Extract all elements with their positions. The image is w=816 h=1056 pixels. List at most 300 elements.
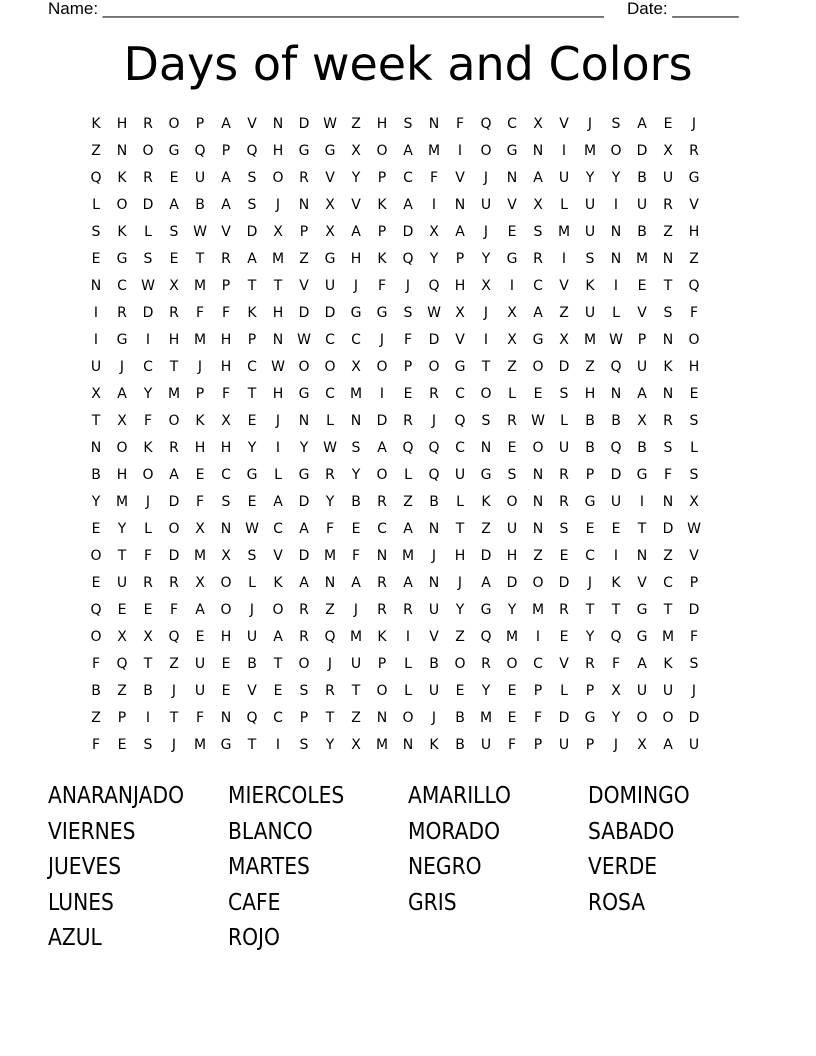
grid-letter: O	[298, 359, 310, 375]
grid-letter: G	[506, 251, 518, 267]
grid-letter: Y	[481, 251, 491, 267]
grid-letter: G	[636, 467, 648, 483]
grid-letter: M	[661, 629, 675, 645]
grid-letter: S	[403, 305, 413, 321]
grid-letter: S	[585, 251, 595, 267]
grid-letter: F	[533, 710, 543, 726]
grid-letter: H	[688, 359, 700, 375]
grid-letter: R	[559, 467, 569, 483]
grid-letter: Z	[91, 710, 101, 726]
grid-letter: R	[533, 251, 543, 267]
grid-letter: W	[323, 440, 337, 456]
grid-letter: M	[427, 143, 441, 159]
grid-letter: Q	[480, 629, 492, 645]
grid-letter: X	[273, 224, 283, 240]
grid-row	[83, 111, 733, 138]
grid-letter: N	[506, 170, 518, 186]
grid-letter: G	[584, 494, 596, 510]
grid-letter: T	[611, 602, 621, 618]
grid-letter: R	[169, 575, 179, 591]
grid-letter: E	[169, 170, 179, 186]
grid-letter: N	[532, 494, 544, 510]
grid-letter: Z	[585, 359, 595, 375]
grid-row	[83, 732, 733, 759]
grid-letter: J	[249, 602, 255, 618]
grid-letter: Q	[610, 629, 622, 645]
grid-letter: V	[247, 116, 257, 132]
grid-letter: C	[403, 170, 413, 186]
grid-letter: U	[194, 656, 206, 672]
grid-letter: U	[454, 467, 466, 483]
grid-letter: O	[142, 143, 154, 159]
grid-letter: D	[298, 305, 310, 321]
grid-letter: I	[93, 332, 99, 348]
grid-letter: X	[533, 116, 543, 132]
grid-letter: N	[350, 413, 362, 429]
grid-letter: X	[91, 386, 101, 402]
grid-letter: S	[91, 224, 101, 240]
word-bank-item: VIERNES	[48, 818, 136, 845]
grid-letter: O	[298, 656, 310, 672]
grid-letter: P	[377, 170, 387, 186]
word-bank-item: ANARANJADO	[48, 783, 185, 809]
grid-letter: S	[247, 548, 257, 564]
grid-letter: J	[171, 737, 177, 753]
grid-letter: Q	[610, 359, 622, 375]
grid-letter: O	[662, 710, 674, 726]
grid-letter: X	[455, 305, 465, 321]
grid-letter: E	[91, 575, 101, 591]
word-bank-item: MIERCOLES	[228, 783, 345, 809]
grid-row	[83, 246, 733, 273]
grid-letter: F	[403, 332, 413, 348]
grid-letter: F	[689, 629, 699, 645]
grid-letter: O	[532, 575, 544, 591]
grid-letter: R	[559, 602, 569, 618]
grid-row	[83, 624, 733, 651]
grid-letter: A	[169, 467, 179, 483]
grid-letter: C	[273, 521, 283, 537]
grid-letter: M	[349, 386, 363, 402]
grid-letter: K	[481, 494, 491, 510]
grid-letter: N	[428, 575, 440, 591]
grid-letter: X	[143, 629, 153, 645]
grid-letter: Z	[663, 224, 673, 240]
grid-letter: D	[662, 521, 674, 537]
grid-letter: O	[402, 710, 414, 726]
grid-row	[83, 462, 733, 489]
grid-letter: I	[613, 278, 619, 294]
grid-letter: X	[169, 278, 179, 294]
grid-letter: F	[221, 305, 231, 321]
grid-letter: J	[353, 602, 359, 618]
grid-letter: I	[509, 278, 515, 294]
grid-letter: R	[325, 467, 335, 483]
grid-letter: U	[558, 737, 570, 753]
grid-letter: I	[145, 710, 151, 726]
grid-letter: O	[376, 143, 388, 159]
grid-letter: A	[273, 629, 283, 645]
grid-letter: N	[402, 737, 414, 753]
grid-letter: H	[272, 386, 284, 402]
grid-letter: M	[375, 737, 389, 753]
grid-letter: J	[691, 116, 697, 132]
grid-letter: G	[480, 602, 492, 618]
grid-letter: Z	[351, 710, 361, 726]
word-bank-item: ROJO	[228, 925, 280, 951]
grid-letter: L	[274, 467, 282, 483]
grid-letter: M	[115, 494, 129, 510]
grid-row	[83, 570, 733, 597]
grid-letter: H	[116, 467, 128, 483]
grid-letter: P	[299, 710, 309, 726]
grid-letter: X	[689, 494, 699, 510]
grid-letter: K	[585, 278, 595, 294]
grid-letter: H	[116, 116, 128, 132]
grid-letter: K	[429, 737, 439, 753]
grid-letter: F	[377, 278, 387, 294]
grid-letter: X	[325, 197, 335, 213]
grid-letter: G	[168, 143, 180, 159]
grid-letter: R	[377, 494, 387, 510]
grid-letter: R	[559, 494, 569, 510]
grid-letter: U	[662, 170, 674, 186]
grid-letter: F	[325, 521, 335, 537]
grid-letter: B	[611, 413, 621, 429]
grid-letter: E	[195, 467, 205, 483]
grid-letter: V	[429, 629, 439, 645]
grid-letter: U	[90, 359, 102, 375]
grid-letter: L	[404, 656, 412, 672]
word-bank-item: BLANCO	[228, 818, 313, 845]
grid-letter: T	[195, 251, 205, 267]
grid-letter: C	[455, 440, 465, 456]
grid-letter: K	[377, 197, 387, 213]
grid-letter: O	[506, 494, 518, 510]
grid-row	[83, 138, 733, 165]
grid-letter: T	[143, 656, 153, 672]
grid-letter: H	[506, 548, 518, 564]
grid-letter: T	[325, 710, 335, 726]
grid-letter: L	[404, 467, 412, 483]
grid-letter: G	[506, 143, 518, 159]
grid-letter: E	[507, 710, 517, 726]
grid-letter: M	[323, 548, 337, 564]
grid-letter: X	[507, 305, 517, 321]
grid-letter: H	[220, 332, 232, 348]
grid-letter: W	[687, 521, 701, 537]
grid-letter: E	[507, 683, 517, 699]
grid-letter: C	[117, 278, 127, 294]
grid-letter: S	[507, 467, 517, 483]
grid-letter: S	[663, 440, 673, 456]
grid-letter: K	[195, 413, 205, 429]
grid-letter: S	[351, 440, 361, 456]
grid-letter: D	[610, 467, 622, 483]
grid-letter: N	[662, 332, 674, 348]
grid-letter: N	[610, 251, 622, 267]
grid-letter: C	[455, 386, 465, 402]
grid-letter: L	[690, 440, 698, 456]
grid-letter: D	[688, 710, 700, 726]
grid-letter: N	[610, 224, 622, 240]
grid-letter: C	[507, 116, 517, 132]
grid-letter: I	[431, 197, 437, 213]
grid-letter: M	[505, 629, 519, 645]
grid-row	[83, 219, 733, 246]
grid-letter: D	[558, 710, 570, 726]
grid-letter: E	[507, 440, 517, 456]
grid-letter: O	[220, 602, 232, 618]
grid-letter: O	[116, 197, 128, 213]
grid-letter: R	[663, 197, 673, 213]
grid-letter: Z	[299, 251, 309, 267]
grid-letter: X	[351, 143, 361, 159]
word-bank-item: ROSA	[588, 889, 646, 916]
grid-letter: O	[454, 656, 466, 672]
grid-letter: O	[376, 359, 388, 375]
grid-letter: B	[585, 440, 595, 456]
grid-letter: E	[663, 116, 673, 132]
grid-letter: H	[350, 251, 362, 267]
grid-letter: R	[325, 683, 335, 699]
grid-letter: I	[275, 440, 281, 456]
grid-letter: O	[532, 359, 544, 375]
grid-letter: Z	[403, 494, 413, 510]
grid-letter: P	[195, 116, 205, 132]
grid-letter: S	[689, 467, 699, 483]
grid-letter: Q	[194, 143, 206, 159]
word-bank	[48, 779, 768, 957]
grid-letter: U	[324, 278, 336, 294]
grid-letter: M	[271, 251, 285, 267]
grid-letter: S	[299, 737, 309, 753]
grid-letter: R	[169, 305, 179, 321]
grid-letter: V	[455, 332, 465, 348]
grid-letter: C	[351, 332, 361, 348]
grid-letter: A	[637, 386, 647, 402]
grid-letter: D	[428, 332, 440, 348]
word-bank-item: NEGRO	[408, 854, 482, 880]
grid-letter: V	[299, 278, 309, 294]
grid-letter: T	[91, 413, 101, 429]
grid-letter: A	[663, 737, 673, 753]
grid-letter: N	[298, 413, 310, 429]
grid-letter: A	[221, 170, 231, 186]
grid-row	[83, 705, 733, 732]
grid-letter: X	[221, 548, 231, 564]
grid-letter: F	[195, 494, 205, 510]
grid-letter: T	[663, 602, 673, 618]
grid-letter: R	[403, 602, 413, 618]
grid-letter: X	[663, 143, 673, 159]
grid-letter: H	[454, 278, 466, 294]
grid-letter: E	[403, 386, 413, 402]
grid-letter: O	[220, 575, 232, 591]
grid-letter: S	[143, 251, 153, 267]
grid-letter: G	[636, 629, 648, 645]
grid-letter: L	[560, 413, 568, 429]
grid-letter: R	[663, 413, 673, 429]
grid-letter: N	[610, 386, 622, 402]
grid-letter: A	[455, 224, 465, 240]
grid-letter: X	[637, 737, 647, 753]
grid-letter: M	[193, 278, 207, 294]
grid-row	[83, 435, 733, 462]
grid-letter: L	[404, 683, 412, 699]
grid-row	[83, 381, 733, 408]
grid-letter: F	[507, 737, 517, 753]
grid-letter: K	[377, 251, 387, 267]
grid-letter: R	[299, 170, 309, 186]
grid-letter: E	[637, 278, 647, 294]
grid-row	[83, 165, 733, 192]
grid-letter: O	[480, 386, 492, 402]
grid-letter: G	[688, 170, 700, 186]
grid-letter: N	[636, 548, 648, 564]
grid-letter: Y	[611, 710, 621, 726]
grid-letter: O	[90, 629, 102, 645]
word-bank-item: MARTES	[228, 854, 310, 880]
grid-letter: H	[194, 440, 206, 456]
grid-letter: F	[611, 656, 621, 672]
grid-letter: Z	[481, 521, 491, 537]
grid-letter: X	[611, 683, 621, 699]
grid-letter: N	[220, 521, 232, 537]
grid-letter: P	[533, 683, 543, 699]
grid-letter: Y	[481, 683, 491, 699]
grid-letter: F	[455, 116, 465, 132]
grid-letter: J	[587, 575, 593, 591]
grid-letter: W	[297, 332, 311, 348]
grid-letter: L	[144, 521, 152, 537]
grid-letter: V	[559, 116, 569, 132]
grid-letter: A	[351, 224, 361, 240]
grid-letter: V	[689, 548, 699, 564]
grid-letter: T	[351, 683, 361, 699]
grid-letter: Z	[663, 548, 673, 564]
grid-letter: H	[220, 440, 232, 456]
grid-letter: I	[405, 629, 411, 645]
grid-letter: B	[637, 224, 647, 240]
word-bank-item: VERDE	[588, 854, 658, 880]
grid-letter: G	[376, 305, 388, 321]
grid-letter: Q	[428, 278, 440, 294]
grid-letter: K	[143, 440, 153, 456]
grid-letter: G	[220, 737, 232, 753]
grid-letter: Y	[117, 521, 127, 537]
grid-letter: E	[507, 224, 517, 240]
grid-letter: A	[117, 386, 127, 402]
grid-letter: H	[272, 305, 284, 321]
grid-letter: T	[247, 386, 257, 402]
grid-letter: E	[221, 656, 231, 672]
grid-letter: K	[663, 359, 673, 375]
grid-letter: T	[637, 521, 647, 537]
grid-letter: O	[688, 332, 700, 348]
grid-letter: M	[349, 629, 363, 645]
grid-letter: A	[195, 602, 205, 618]
grid-letter: S	[559, 521, 569, 537]
grid-letter: Y	[351, 467, 361, 483]
grid-letter: J	[431, 413, 437, 429]
grid-letter: A	[481, 575, 491, 591]
grid-letter: Q	[246, 710, 258, 726]
grid-letter: B	[351, 494, 361, 510]
grid-letter: K	[117, 224, 127, 240]
grid-letter: Q	[428, 440, 440, 456]
grid-letter: D	[168, 548, 180, 564]
grid-letter: L	[560, 197, 568, 213]
grid-letter: N	[376, 548, 388, 564]
grid-letter: H	[220, 359, 232, 375]
grid-letter: W	[531, 413, 545, 429]
grid-letter: P	[377, 656, 387, 672]
grid-letter: D	[402, 224, 414, 240]
grid-letter: E	[247, 413, 257, 429]
word-search-grid	[83, 111, 733, 759]
grid-letter: G	[636, 602, 648, 618]
grid-letter: F	[663, 467, 673, 483]
grid-letter: X	[351, 359, 361, 375]
grid-letter: D	[506, 575, 518, 591]
grid-letter: X	[221, 413, 231, 429]
grid-letter: U	[506, 521, 518, 537]
grid-letter: A	[169, 197, 179, 213]
grid-letter: U	[350, 656, 362, 672]
grid-letter: E	[117, 602, 127, 618]
grid-letter: N	[376, 710, 388, 726]
grid-letter: V	[559, 656, 569, 672]
grid-row	[83, 597, 733, 624]
grid-letter: H	[168, 332, 180, 348]
grid-letter: R	[481, 656, 491, 672]
grid-letter: K	[273, 575, 283, 591]
grid-letter: X	[117, 629, 127, 645]
grid-letter: B	[143, 683, 153, 699]
grid-letter: T	[273, 278, 283, 294]
grid-letter: A	[299, 521, 309, 537]
grid-letter: D	[142, 305, 154, 321]
grid-letter: I	[535, 629, 541, 645]
grid-letter: S	[611, 116, 621, 132]
grid-letter: Y	[91, 494, 101, 510]
grid-letter: C	[533, 656, 543, 672]
grid-letter: X	[481, 278, 491, 294]
grid-letter: S	[403, 116, 413, 132]
grid-letter: A	[403, 197, 413, 213]
grid-letter: F	[429, 170, 439, 186]
grid-letter: Z	[117, 683, 127, 699]
grid-letter: X	[507, 332, 517, 348]
grid-letter: N	[298, 197, 310, 213]
grid-letter: O	[324, 359, 336, 375]
word-bank-item: JUEVES	[48, 854, 122, 880]
grid-letter: G	[350, 305, 362, 321]
grid-letter: Z	[533, 548, 543, 564]
grid-letter: P	[377, 224, 387, 240]
grid-letter: O	[272, 602, 284, 618]
grid-letter: S	[169, 224, 179, 240]
grid-letter: L	[508, 386, 516, 402]
grid-letter: E	[247, 494, 257, 510]
grid-letter: U	[636, 197, 648, 213]
grid-letter: R	[689, 143, 699, 159]
grid-letter: I	[457, 143, 463, 159]
grid-letter: U	[194, 170, 206, 186]
grid-letter: B	[455, 737, 465, 753]
date-line: Date: _______	[627, 0, 739, 18]
